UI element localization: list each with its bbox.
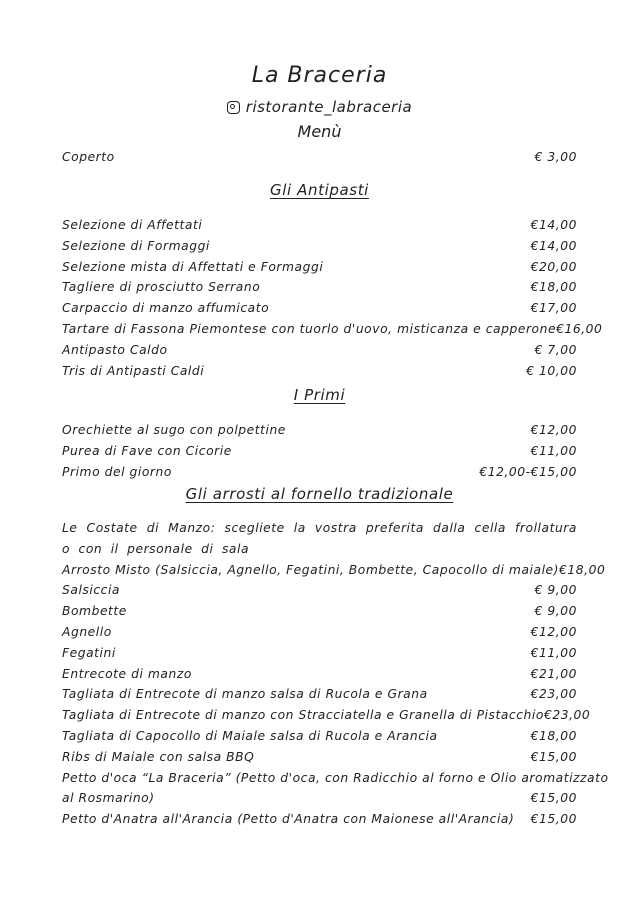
item-price: €12,00-€15,00 bbox=[479, 464, 577, 479]
item-name: Salsiccia bbox=[62, 583, 121, 598]
menu-item bbox=[62, 361, 577, 382]
arrosti-list bbox=[62, 560, 606, 768]
heading-text: Gli Antipasti bbox=[270, 181, 369, 199]
menu-item bbox=[62, 236, 577, 257]
section-heading-arrosti bbox=[62, 485, 577, 503]
section-heading-primi bbox=[62, 386, 577, 404]
item-price: €12,00 bbox=[530, 624, 577, 639]
menu-item bbox=[62, 462, 577, 483]
item-price: €18,00 bbox=[559, 562, 606, 577]
item-price: € 10,00 bbox=[526, 363, 577, 378]
item-price: €14,00 bbox=[530, 218, 577, 232]
item-name: Entrecote di manzo bbox=[62, 666, 192, 681]
restaurant-title: La Braceria bbox=[251, 63, 388, 88]
item-name: Purea di Fave con Cicorie bbox=[62, 443, 232, 458]
item-name: Coperto bbox=[62, 150, 115, 164]
item-price: €11,00 bbox=[530, 443, 577, 458]
item-price: €17,00 bbox=[530, 301, 577, 316]
menu-item bbox=[62, 298, 577, 319]
menu-item bbox=[62, 747, 577, 768]
item-price: €23,00 bbox=[543, 708, 591, 723]
item-name: Tagliata di Capocollo di Maiale salsa di Rucola e Arancia bbox=[62, 728, 438, 743]
heading-text: Gli arrosti al fornello tradizionale bbox=[185, 485, 454, 503]
item-name: Petto d'oca “La Braceria” (Petto d'oca, con Radicchio al forno e Olio aromatizzato bbox=[62, 770, 609, 785]
item-price: €18,00 bbox=[530, 280, 577, 295]
item-price: €21,00 bbox=[530, 666, 577, 681]
menu-item bbox=[62, 257, 577, 278]
item-name: Carpaccio di manzo affumicato bbox=[62, 301, 270, 316]
menu-item bbox=[62, 622, 577, 643]
item-price: € 3,00 bbox=[534, 150, 577, 164]
menu-item bbox=[62, 580, 577, 601]
menu-item bbox=[62, 441, 577, 462]
menu-item bbox=[62, 705, 591, 726]
handle-text: ristorante_labraceria bbox=[245, 98, 413, 116]
item-price: €15,00 bbox=[530, 791, 577, 806]
coperto-row bbox=[62, 147, 577, 168]
item-name: Selezione di Affettati bbox=[62, 218, 203, 232]
item-name: Antipasto Caldo bbox=[62, 342, 168, 357]
item-name: Fegatini bbox=[62, 645, 116, 660]
menu-item bbox=[62, 420, 577, 441]
item-price: €11,00 bbox=[530, 645, 577, 660]
item-name: Tagliata di Entrecote di manzo salsa di Rucola e Grana bbox=[62, 687, 428, 702]
menu-item bbox=[62, 684, 577, 705]
menu-item bbox=[62, 277, 577, 298]
item-name: Petto d'Anatra all'Arancia (Petto d'Anatra con Maionese all'Arancia) bbox=[62, 812, 515, 827]
item-name: Tris di Antipasti Caldi bbox=[62, 363, 205, 378]
menu-item bbox=[62, 788, 577, 809]
item-name: al Rosmarino) bbox=[62, 791, 155, 806]
antipasti-list bbox=[62, 215, 603, 381]
item-price: €23,00 bbox=[530, 687, 577, 702]
item-name: Ribs di Maiale con salsa BBQ bbox=[62, 749, 255, 764]
item-name: Tagliere di prosciutto Serrano bbox=[62, 280, 261, 295]
item-name: Tagliata di Entrecote di manzo con Stracciatella e Granella di Pistacchio bbox=[62, 708, 544, 723]
item-price: €15,00 bbox=[530, 812, 577, 827]
item-name: Primo del giorno bbox=[62, 464, 172, 479]
item-name: Agnello bbox=[62, 624, 112, 639]
item-name: Bombette bbox=[62, 604, 127, 619]
item-price: €16,00 bbox=[556, 321, 603, 336]
heading-text: I Primi bbox=[293, 386, 346, 404]
item-name: Arrosto Misto (Salsiccia, Agnello, Fegatini, Bombette, Capocollo di maiale) bbox=[62, 562, 560, 577]
section-heading-antipasti bbox=[62, 181, 577, 199]
item-name: Selezione mista di Affettati e Formaggi bbox=[62, 259, 324, 274]
menu-item bbox=[62, 664, 577, 685]
item-price: €18,00 bbox=[530, 728, 577, 743]
instagram-handle[interactable] bbox=[62, 98, 577, 116]
item-name: Orechiette al sugo con polpettine bbox=[62, 423, 286, 437]
menu-item bbox=[62, 601, 577, 622]
menu-label: Menù bbox=[297, 122, 342, 141]
instagram-icon bbox=[227, 101, 240, 114]
menu-item bbox=[62, 215, 577, 236]
menu-item bbox=[62, 560, 606, 581]
menu-item bbox=[62, 643, 577, 664]
item-price: €14,00 bbox=[530, 238, 577, 253]
menu-item bbox=[62, 809, 577, 830]
item-price: € 9,00 bbox=[534, 604, 577, 619]
menu-item bbox=[62, 726, 577, 747]
menu-item bbox=[62, 319, 603, 340]
costate-note: Le Costate di Manzo: scegliete la vostra preferita dalla cella frollatura o con il personale di sala bbox=[62, 521, 577, 556]
menu-item bbox=[62, 768, 609, 789]
item-name: Selezione di Formaggi bbox=[62, 238, 210, 253]
item-price: €12,00 bbox=[530, 423, 577, 437]
primi-list bbox=[62, 420, 577, 482]
item-name: Tartare di Fassona Piemontese con tuorlo d'uovo, misticanza e capperone bbox=[62, 321, 557, 336]
item-price: €15,00 bbox=[530, 749, 577, 764]
arrosti-section bbox=[62, 518, 609, 830]
item-price: € 7,00 bbox=[534, 342, 577, 357]
item-price: € 9,00 bbox=[534, 583, 577, 598]
menu-item bbox=[62, 340, 577, 361]
item-price: €20,00 bbox=[530, 259, 577, 274]
